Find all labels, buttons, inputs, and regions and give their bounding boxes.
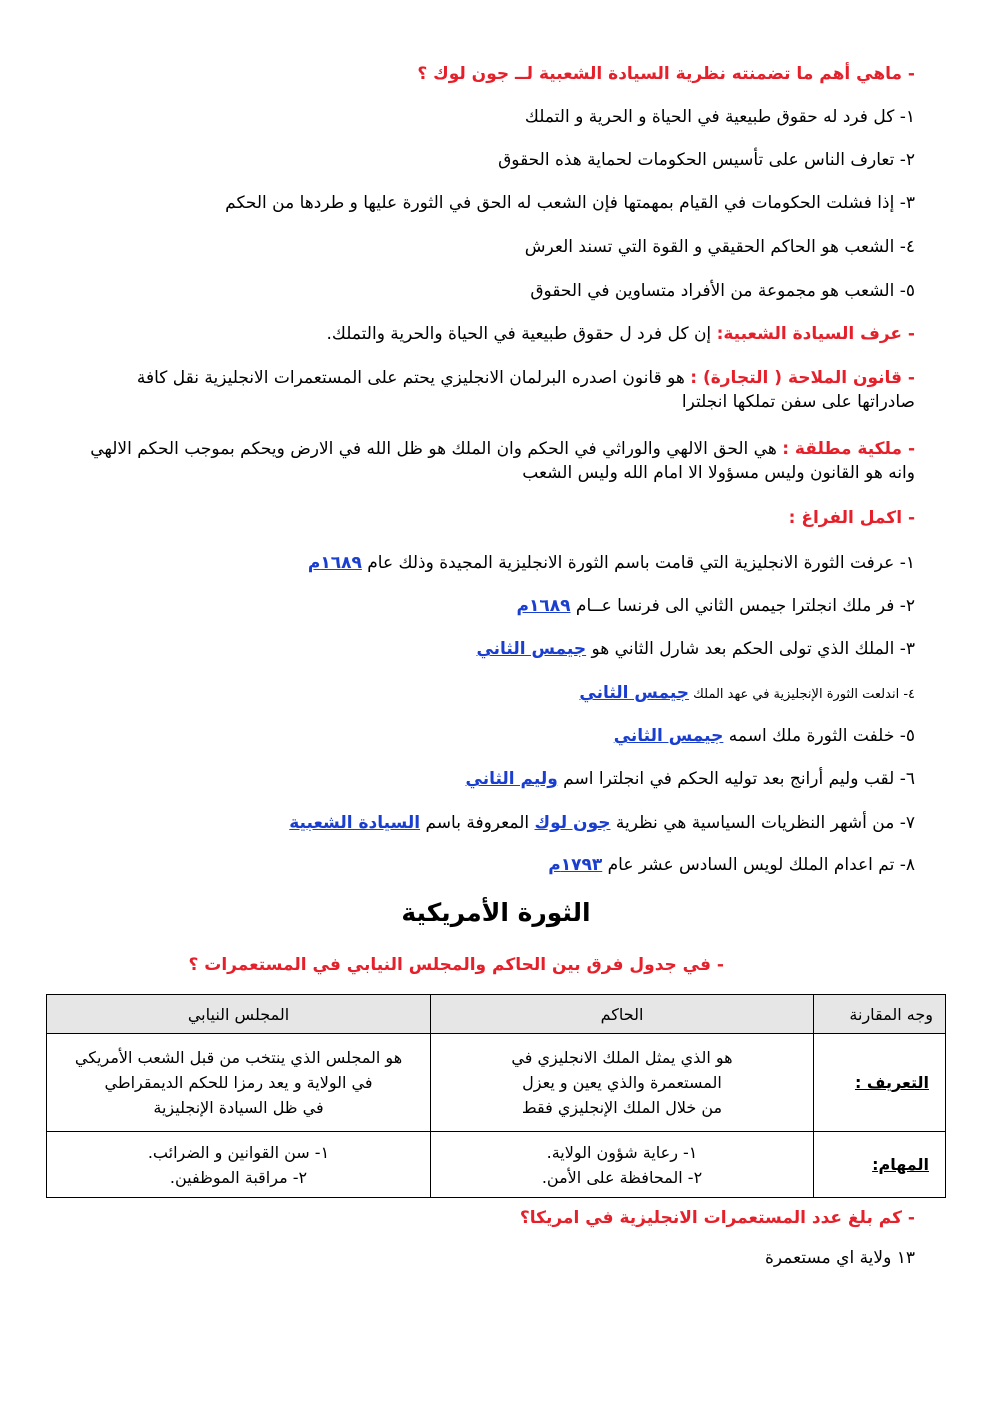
definition-label: - قانون الملاحة ( التجارة) :	[690, 368, 915, 388]
fill-answer: جيمس الثاني	[613, 726, 724, 746]
definition-label: - ملكية مطلقة :	[782, 439, 915, 459]
fill-item-3	[476, 639, 915, 659]
definition-navigation-act	[80, 366, 915, 414]
point-2: ٢- تعارف الناس على تأسيس الحكومات لحماية هذه الحقوق	[498, 150, 915, 170]
fill-answer: ١٦٨٩م	[516, 596, 571, 616]
council-definition	[47, 1034, 431, 1132]
definition-text: إن كل فرد ل حقوق طبيعية في الحياة والحرية والتملك.	[326, 324, 717, 344]
cell-line: هو المجلس الذي ينتخب من قبل الشعب الأمريكي	[74, 1048, 403, 1067]
fill-item-1	[308, 553, 915, 573]
fill-answer: وليم الثاني	[465, 769, 558, 789]
fill-answer: السيادة الشعبية	[289, 813, 421, 833]
point-4: ٤- الشعب هو الحاكم الحقيقي و القوة التي تسند العرش	[524, 237, 915, 257]
fill-item-text: ٧- من أشهر النظريات السياسية هي نظرية	[610, 813, 915, 833]
colonies-question: - كم بلغ عدد المستعمرات الانجليزية في امريكا؟	[519, 1208, 915, 1228]
fill-answer: جون لوك	[534, 813, 611, 833]
header-council: المجلس النيابي	[47, 995, 431, 1034]
fill-answer: ١٦٨٩م	[307, 553, 362, 573]
comparison-table	[46, 994, 946, 1198]
fill-item-text: ٢- فر ملك انجلترا جيمس الثاني الى فرنسا عــام	[570, 596, 915, 616]
definition-text: هو قانون اصدره البرلمان الانجليزي يحتم على المستعمرات الانجليزية نقل كافة صادراتها على سفن تملكها انجلترا	[136, 368, 915, 412]
point-5: ٥- الشعب هو مجموعة من الأفراد متساوين في الحقوق	[530, 281, 915, 301]
cell-line: ١- رعاية شؤون الولاية.	[546, 1142, 698, 1162]
colonies-answer: ١٣ ولاية اي مستعمرة	[765, 1248, 915, 1268]
fill-item-7	[289, 813, 915, 833]
cell-line: من خلال الملك الإنجليزي فقط	[521, 1098, 723, 1117]
fill-answer: ١٧٩٣م	[548, 855, 603, 875]
section-title: الثورة الأمريكية	[401, 898, 591, 927]
cell-line: ٢- مراقبة الموظفين.	[169, 1167, 308, 1187]
fill-item-text: ٦- لقب وليم أرانج بعد توليه الحكم في انجلترا اسم	[557, 769, 915, 789]
fill-blanks-title: - اكمل الفراغ :	[788, 508, 915, 528]
definition-absolute-monarchy	[80, 437, 915, 485]
table-row	[47, 1034, 946, 1132]
fill-answer: جيمس الثاني	[476, 639, 587, 659]
cell-line: المستعمرة والذي يعين و يعزل	[522, 1073, 722, 1092]
fill-item-4	[579, 683, 915, 705]
point-1: ١- كل فرد له حقوق طبيعية في الحياة و الحرية و التملك	[524, 107, 915, 127]
row-label: المهام:	[814, 1132, 946, 1198]
fill-item-2	[517, 596, 915, 616]
table-row	[47, 1132, 946, 1198]
fill-item-5	[614, 726, 915, 746]
point-3: ٣- إذا فشلت الحكومات في القيام بمهمتها فإن الشعب له الحق في الثورة عليها و طردها من الحكم	[225, 193, 915, 213]
row-label: التعريف :	[814, 1034, 946, 1132]
fill-item-text: ١- عرفت الثورة الانجليزية التي قامت باسم الثورة الانجليزية المجيدة وذلك عام	[361, 553, 915, 573]
question-title: - ماهي أهم ما تضمنته نظرية السيادة الشعبية لــ جون لوك ؟	[417, 64, 915, 84]
definition-label: - عرف السيادة الشعبية:	[716, 324, 915, 344]
fill-answer: جيمس الثاني	[579, 683, 690, 703]
cell-line: ٢- المحافظة على الأمن.	[541, 1167, 703, 1187]
header-comparison-aspect: وجه المقارنة	[814, 995, 946, 1034]
cell-line: في ظل السيادة الإنجليزية	[153, 1098, 324, 1117]
council-duties	[47, 1132, 431, 1198]
header-governor: الحاكم	[431, 995, 814, 1034]
fill-item-text: ٣- الملك الذي تولى الحكم بعد شارل الثاني هو	[586, 639, 915, 659]
definition-popular-sovereignty	[326, 324, 915, 344]
table-header-row	[47, 995, 946, 1034]
definition-text: هي الحق الالهي والوراثي في الحكم وان الملك هو ظل الله في الارض ويحكم بموجب الحكم الالهي وانه هو القانون وليس مسؤولا الا امام الله وليس الشعب	[90, 439, 915, 483]
fill-item-8	[548, 855, 915, 875]
governor-duties	[431, 1132, 814, 1198]
governor-definition	[431, 1034, 814, 1132]
fill-item-text: المعروفة باسم	[420, 813, 535, 833]
fill-item-text: ٤- اندلعت الثورة الإنجليزية في عهد الملك	[689, 687, 915, 702]
table-question: - في جدول فرق بين الحاكم والمجلس النيابي في المستعمرات ؟	[188, 955, 724, 975]
fill-item-text: ٨- تم اعدام الملك لويس السادس عشر عام	[602, 855, 915, 875]
cell-line: في الولاية و يعد رمزا للحكم الديمقراطي	[104, 1073, 373, 1092]
cell-line: ١- سن القوانين و الضرائب.	[147, 1142, 330, 1162]
fill-item-text: ٥- خلفت الثورة ملك اسمه	[723, 726, 915, 746]
fill-item-6	[466, 769, 915, 789]
cell-line: هو الذي يمثل الملك الانجليزي في	[511, 1048, 733, 1067]
